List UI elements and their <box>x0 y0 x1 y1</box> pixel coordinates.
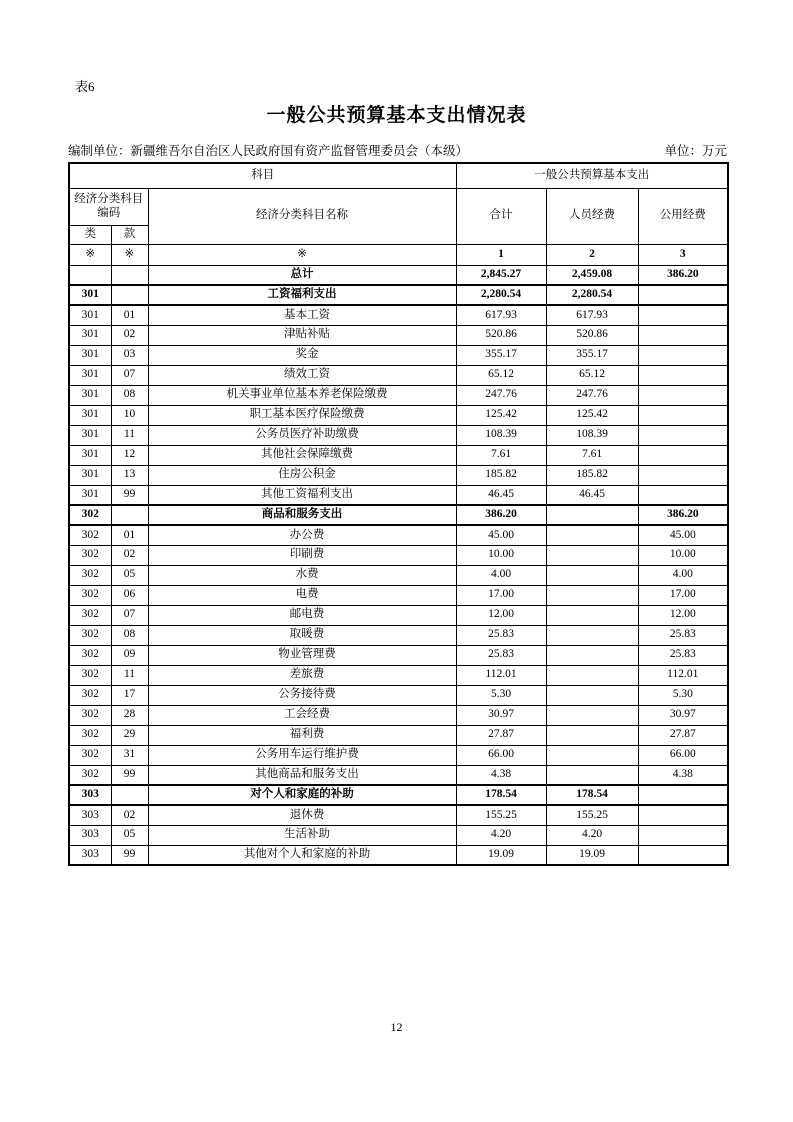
cell-section-code: 01 <box>111 525 148 545</box>
cell-total: 108.39 <box>456 425 546 445</box>
cell-total: 5.30 <box>456 685 546 705</box>
cell-personnel <box>546 625 638 645</box>
cell-class-code: 301 <box>69 325 111 345</box>
cell-class-code: 302 <box>69 745 111 765</box>
cell-subject-name: 商品和服务支出 <box>148 505 456 525</box>
cell-class-code: 301 <box>69 305 111 325</box>
cell-subject-name: 水费 <box>148 565 456 585</box>
cell-total: 155.25 <box>456 805 546 825</box>
page-number: 12 <box>390 1020 403 1034</box>
cell-class-code: 301 <box>69 365 111 385</box>
header-budget-group: 一般公共预算基本支出 <box>456 163 728 188</box>
cell-section-code: 10 <box>111 405 148 425</box>
table-row <box>69 765 728 785</box>
cell-total: 17.00 <box>456 585 546 605</box>
cell-total: 27.87 <box>456 725 546 745</box>
prepared-by-label: 编制单位：新疆维吾尔自治区人民政府国有资产监督管理委员会（本级） <box>68 144 469 158</box>
budget-table-header <box>69 163 728 265</box>
table-row <box>69 365 728 385</box>
header-subject-group: 科目 <box>69 163 456 188</box>
cell-public: 4.00 <box>638 565 728 585</box>
cell-section-code: 08 <box>111 625 148 645</box>
cell-section-code: 99 <box>111 485 148 505</box>
cell-section-code: 07 <box>111 365 148 385</box>
cell-public: 112.01 <box>638 665 728 685</box>
cell-public: 25.83 <box>638 645 728 665</box>
cell-public <box>638 785 728 805</box>
table-row <box>69 725 728 745</box>
cell-public: 17.00 <box>638 585 728 605</box>
cell-public: 45.00 <box>638 525 728 545</box>
cell-total: 25.83 <box>456 645 546 665</box>
cell-personnel <box>546 725 638 745</box>
table-row <box>69 625 728 645</box>
cell-subject-name: 公务用车运行维护费 <box>148 745 456 765</box>
cell-class-code: 302 <box>69 505 111 525</box>
header-marker-row <box>69 244 728 265</box>
cell-section-code: 07 <box>111 605 148 625</box>
cell-public: 27.87 <box>638 725 728 745</box>
table-row <box>69 845 728 865</box>
cell-total: 112.01 <box>456 665 546 685</box>
cell-personnel <box>546 705 638 725</box>
cell-personnel: 19.09 <box>546 845 638 865</box>
table-row <box>69 345 728 365</box>
table-row <box>69 745 728 765</box>
cell-personnel <box>546 605 638 625</box>
cell-subject-name: 津贴补贴 <box>148 325 456 345</box>
table-row <box>69 505 728 525</box>
cell-section-code: 06 <box>111 585 148 605</box>
cell-personnel <box>546 765 638 785</box>
table-row <box>69 585 728 605</box>
cell-personnel <box>546 645 638 665</box>
cell-public: 12.00 <box>638 605 728 625</box>
cell-public <box>638 425 728 445</box>
cell-public <box>638 405 728 425</box>
cell-class-code: 301 <box>69 485 111 505</box>
cell-section-code: 09 <box>111 645 148 665</box>
table-row <box>69 305 728 325</box>
cell-subject-name: 印刷费 <box>148 545 456 565</box>
cell-class-code: 302 <box>69 765 111 785</box>
cell-class-code: 302 <box>69 525 111 545</box>
cell-class-code: 301 <box>69 285 111 305</box>
cell-personnel: 155.25 <box>546 805 638 825</box>
header-code-group: 经济分类科目编码 <box>69 188 148 225</box>
cell-public: 386.20 <box>638 265 728 285</box>
cell-section-code: 12 <box>111 445 148 465</box>
cell-total: 25.83 <box>456 625 546 645</box>
cell-subject-name: 取暖费 <box>148 625 456 645</box>
cell-personnel: 108.39 <box>546 425 638 445</box>
cell-section-code: 29 <box>111 725 148 745</box>
cell-total: 30.97 <box>456 705 546 725</box>
cell-personnel <box>546 745 638 765</box>
cell-total: 46.45 <box>456 485 546 505</box>
cell-subject-name: 退休费 <box>148 805 456 825</box>
cell-section-code: 01 <box>111 305 148 325</box>
cell-class-code: 302 <box>69 665 111 685</box>
cell-subject-name: 电费 <box>148 585 456 605</box>
table-row <box>69 785 728 805</box>
table-row <box>69 465 728 485</box>
table-row <box>69 685 728 705</box>
cell-personnel: 2,280.54 <box>546 285 638 305</box>
cell-class-code: 302 <box>69 625 111 645</box>
cell-section-code: 28 <box>111 705 148 725</box>
cell-subject-name: 对个人和家庭的补助 <box>148 785 456 805</box>
cell-personnel: 355.17 <box>546 345 638 365</box>
cell-subject-name: 住房公积金 <box>148 465 456 485</box>
cell-subject-name: 总计 <box>148 265 456 285</box>
cell-total: 66.00 <box>456 745 546 765</box>
cell-personnel: 4.20 <box>546 825 638 845</box>
column-number-3: 3 <box>638 244 728 265</box>
cell-personnel: 46.45 <box>546 485 638 505</box>
header-personnel-col: 人员经费 <box>546 188 638 244</box>
cell-total: 125.42 <box>456 405 546 425</box>
cell-section-code: 11 <box>111 665 148 685</box>
cell-personnel <box>546 545 638 565</box>
cell-total: 4.38 <box>456 765 546 785</box>
table-row <box>69 445 728 465</box>
cell-class-code: 302 <box>69 605 111 625</box>
cell-personnel <box>546 525 638 545</box>
budget-table <box>68 162 729 866</box>
cell-section-code: 17 <box>111 685 148 705</box>
table-row <box>69 705 728 725</box>
cell-class-code: 301 <box>69 385 111 405</box>
cell-total: 19.09 <box>456 845 546 865</box>
table-row <box>69 545 728 565</box>
table-row <box>69 425 728 445</box>
cell-section-code: 02 <box>111 325 148 345</box>
cell-total: 617.93 <box>456 305 546 325</box>
cell-total: 355.17 <box>456 345 546 365</box>
cell-public: 4.38 <box>638 765 728 785</box>
cell-class-code: 302 <box>69 545 111 565</box>
column-number-1: 1 <box>456 244 546 265</box>
cell-personnel <box>546 665 638 685</box>
table-row <box>69 485 728 505</box>
table-row <box>69 825 728 845</box>
cell-class-code: 302 <box>69 585 111 605</box>
cell-subject-name: 公务接待费 <box>148 685 456 705</box>
cell-subject-name: 其他工资福利支出 <box>148 485 456 505</box>
cell-class-code: 302 <box>69 725 111 745</box>
cell-section-code: 13 <box>111 465 148 485</box>
cell-subject-name: 其他商品和服务支出 <box>148 765 456 785</box>
table-row <box>69 265 728 285</box>
info-line <box>68 141 727 159</box>
cell-public <box>638 805 728 825</box>
budget-table-body <box>69 265 728 865</box>
marker-cell: ※ <box>111 244 148 265</box>
sheet-label: 表6 <box>75 79 95 94</box>
cell-section-code: 03 <box>111 345 148 365</box>
cell-class-code: 301 <box>69 425 111 445</box>
cell-public: 10.00 <box>638 545 728 565</box>
cell-personnel: 65.12 <box>546 365 638 385</box>
cell-total: 4.00 <box>456 565 546 585</box>
cell-public: 5.30 <box>638 685 728 705</box>
cell-section-code: 11 <box>111 425 148 445</box>
header-name-col: 经济分类科目名称 <box>148 188 456 244</box>
cell-public <box>638 385 728 405</box>
table-row <box>69 385 728 405</box>
cell-public <box>638 305 728 325</box>
header-public-col: 公用经费 <box>638 188 728 244</box>
cell-public: 25.83 <box>638 625 728 645</box>
cell-public: 30.97 <box>638 705 728 725</box>
cell-class-code: 301 <box>69 405 111 425</box>
cell-personnel <box>546 505 638 525</box>
cell-subject-name: 奖金 <box>148 345 456 365</box>
cell-class-code: 303 <box>69 825 111 845</box>
cell-section-code <box>111 265 148 285</box>
cell-subject-name: 邮电费 <box>148 605 456 625</box>
cell-subject-name: 职工基本医疗保险缴费 <box>148 405 456 425</box>
cell-total: 247.76 <box>456 385 546 405</box>
table-row <box>69 665 728 685</box>
cell-total: 12.00 <box>456 605 546 625</box>
cell-class-code: 301 <box>69 445 111 465</box>
header-main-row <box>69 188 728 225</box>
cell-total: 2,280.54 <box>456 285 546 305</box>
table-row <box>69 645 728 665</box>
header-total-col: 合计 <box>456 188 546 244</box>
cell-subject-name: 福利费 <box>148 725 456 745</box>
cell-section-code: 99 <box>111 765 148 785</box>
cell-section-code: 31 <box>111 745 148 765</box>
cell-subject-name: 其他对个人和家庭的补助 <box>148 845 456 865</box>
cell-public <box>638 845 728 865</box>
marker-cell: ※ <box>148 244 456 265</box>
cell-public <box>638 345 728 365</box>
cell-total: 65.12 <box>456 365 546 385</box>
cell-class-code: 303 <box>69 845 111 865</box>
cell-subject-name: 基本工资 <box>148 305 456 325</box>
cell-personnel <box>546 585 638 605</box>
cell-subject-name: 物业管理费 <box>148 645 456 665</box>
column-number-2: 2 <box>546 244 638 265</box>
unit-label: 单位：万元 <box>664 144 727 158</box>
table-row <box>69 605 728 625</box>
cell-class-code: 301 <box>69 465 111 485</box>
cell-class-code: 302 <box>69 685 111 705</box>
cell-section-code: 99 <box>111 845 148 865</box>
table-row <box>69 805 728 825</box>
cell-total: 185.82 <box>456 465 546 485</box>
cell-total: 2,845.27 <box>456 265 546 285</box>
cell-total: 520.86 <box>456 325 546 345</box>
cell-class-code: 303 <box>69 805 111 825</box>
cell-section-code: 02 <box>111 545 148 565</box>
table-row <box>69 565 728 585</box>
cell-public <box>638 485 728 505</box>
cell-public <box>638 325 728 345</box>
cell-subject-name: 办公费 <box>148 525 456 545</box>
cell-total: 7.61 <box>456 445 546 465</box>
cell-section-code: 02 <box>111 805 148 825</box>
cell-section-code <box>111 785 148 805</box>
cell-class-code: 301 <box>69 345 111 365</box>
cell-section-code <box>111 285 148 305</box>
cell-subject-name: 生活补助 <box>148 825 456 845</box>
cell-class-code <box>69 265 111 285</box>
cell-personnel: 2,459.08 <box>546 265 638 285</box>
table-row <box>69 325 728 345</box>
cell-personnel: 520.86 <box>546 325 638 345</box>
cell-section-code: 05 <box>111 565 148 585</box>
cell-subject-name: 机关事业单位基本养老保险缴费 <box>148 385 456 405</box>
cell-subject-name: 公务员医疗补助缴费 <box>148 425 456 445</box>
cell-personnel: 247.76 <box>546 385 638 405</box>
cell-class-code: 303 <box>69 785 111 805</box>
cell-class-code: 302 <box>69 565 111 585</box>
cell-total: 386.20 <box>456 505 546 525</box>
table-row <box>69 405 728 425</box>
cell-total: 178.54 <box>456 785 546 805</box>
cell-subject-name: 绩效工资 <box>148 365 456 385</box>
cell-class-code: 302 <box>69 705 111 725</box>
cell-personnel: 178.54 <box>546 785 638 805</box>
cell-public <box>638 445 728 465</box>
table-row <box>69 525 728 545</box>
cell-personnel: 125.42 <box>546 405 638 425</box>
cell-total: 10.00 <box>456 545 546 565</box>
cell-personnel: 617.93 <box>546 305 638 325</box>
cell-personnel <box>546 565 638 585</box>
header-section-col: 款 <box>111 225 148 244</box>
cell-public <box>638 465 728 485</box>
cell-section-code: 08 <box>111 385 148 405</box>
cell-subject-name: 工会经费 <box>148 705 456 725</box>
marker-cell: ※ <box>69 244 111 265</box>
cell-public: 66.00 <box>638 745 728 765</box>
cell-section-code <box>111 505 148 525</box>
cell-section-code: 05 <box>111 825 148 845</box>
cell-public <box>638 365 728 385</box>
table-row <box>69 285 728 305</box>
cell-class-code: 302 <box>69 645 111 665</box>
cell-public <box>638 285 728 305</box>
cell-subject-name: 差旅费 <box>148 665 456 685</box>
cell-personnel: 7.61 <box>546 445 638 465</box>
cell-subject-name: 其他社会保障缴费 <box>148 445 456 465</box>
cell-public: 386.20 <box>638 505 728 525</box>
cell-personnel: 185.82 <box>546 465 638 485</box>
cell-total: 45.00 <box>456 525 546 545</box>
cell-subject-name: 工资福利支出 <box>148 285 456 305</box>
page-title: 一般公共预算基本支出情况表 <box>266 105 527 126</box>
cell-public <box>638 825 728 845</box>
cell-personnel <box>546 685 638 705</box>
cell-total: 4.20 <box>456 825 546 845</box>
header-class-col: 类 <box>69 225 111 244</box>
header-group-row <box>69 163 728 188</box>
